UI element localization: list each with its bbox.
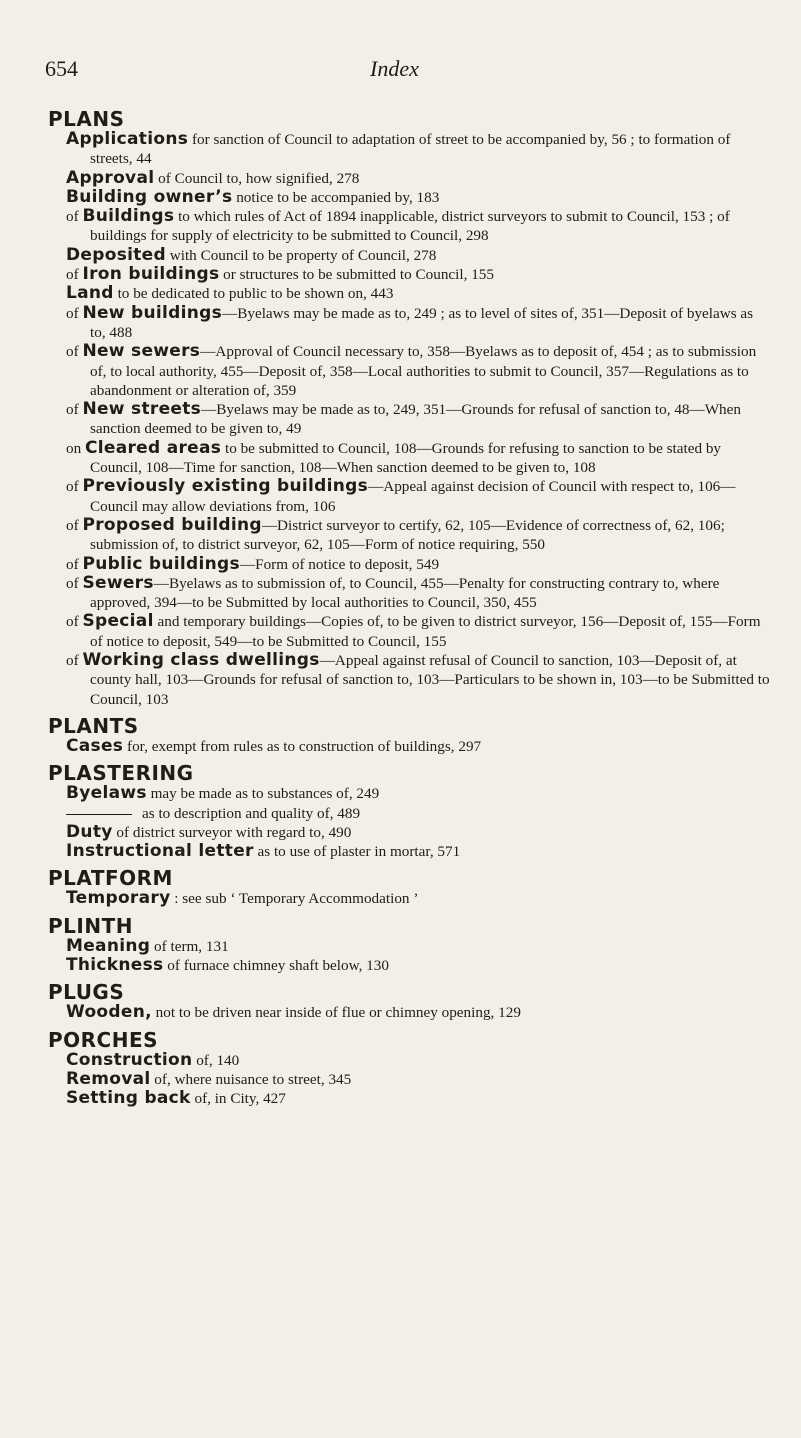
entry-text: of term, 131 [150,937,229,955]
entry-keyword: Wooden, [66,1002,152,1023]
entry-text: —Form of notice to deposit, 549 [239,555,440,573]
index-entry [66,246,770,265]
entry-text: —Byelaws may be made as to, 249, 351—Grounds for refusal of sanction to, 48—When sanction deemed to be given to, 49 [90,401,741,438]
entry-keyword: Deposited [66,244,166,265]
index-heading: PLASTERING [48,761,194,786]
entry-text: notice to be accompanied by, 183 [232,188,440,206]
entry-text: of, in City, 427 [190,1090,286,1108]
index-entry [66,737,770,756]
entry-text: —Appeal against refusal of Council to sanction, 103—Deposit of, at county hall, 103—Grounds for refusal of sanction to, 103—Particulars to be shown in, 103—to be Submitted to Council, 103 [90,652,770,708]
index-entry [66,265,770,284]
entry-keyword: Setting back [66,1088,191,1109]
index-entry [66,1051,770,1070]
index-entry [66,188,770,207]
entry-keyword: Public buildings [82,553,240,574]
entry-text: to be submitted to Council, 108—Grounds for refusing to sanction to be stated by Council, 108—Time for sanction, 108—When sanction deemed to be given to, 108 [90,439,722,477]
entry-text: may be made as to substances of, 249 [146,785,380,803]
index-heading: PORCHES [48,1027,159,1052]
index-entry [66,284,770,303]
entry-keyword: Meaning [66,935,151,956]
index-entry [66,304,770,343]
index-entry [66,130,770,169]
entry-keyword: Instructional letter [66,841,254,862]
entry-keyword: Special [82,611,154,632]
entry-prefix: of [66,516,83,534]
entry-keyword: Construction [66,1049,193,1070]
index-entry [66,477,770,516]
index-heading: PLATFORM [48,866,173,891]
index-entry [66,516,770,555]
entry-prefix: of [66,652,83,670]
index-entry [66,1070,770,1089]
entry-keyword: New buildings [82,302,223,323]
index-entry [66,207,770,246]
entry-prefix: on [66,439,85,457]
index-entry [66,1089,770,1108]
running-title: Index [370,56,419,81]
entry-keyword: Cases [66,735,124,756]
entry-text: of furnace chimney shaft below, 130 [163,956,389,974]
entry-prefix: of [66,574,83,592]
entry-keyword: Buildings [82,206,175,227]
entry-text: —Approval of Council necessary to, 358—Byelaws as to deposit of, 454 ; as to submission of, to local authority, 455—Deposit of, 358—Local authorities to submit to Council, 357—Regulations as to abandonment or alteration of, 359 [90,343,757,399]
ditto-dash [66,814,132,815]
index-entry [66,1003,770,1022]
entry-text: as to description and quality of, 489 [142,804,361,822]
entry-keyword: Building owner’s [66,186,233,207]
entry-text: : see sub ‘ Temporary Accommodation ’ [170,890,419,908]
entry-text: for, exempt from rules as to construction of buildings, 297 [123,737,482,755]
index-entry [66,956,770,975]
entry-keyword: Land [66,283,114,304]
index-entry [66,842,770,861]
entry-prefix: of [66,343,83,361]
entry-text: to which rules of Act of 1894 inapplicable, district surveyors to submit to Council, 153 ; of buildings for supply of electricity to be submitted to Council, 298 [90,208,730,245]
entry-keyword: Sewers [82,572,154,593]
entry-keyword: Proposed building [82,514,262,535]
index-entry [66,612,770,651]
entry-prefix: of [66,555,83,573]
entry-text: —District surveyor to certify, 62, 105—Evidence of correctness of, 62, 106; submission of, to district surveyor, 62, 105—Form of notice requiring, 550 [90,516,725,554]
entry-keyword: Iron buildings [82,264,220,285]
entry-text: —Byelaws as to submission of, to Council, 455—Penalty for constructing contrary to, where approved, 394—to be Submitted by local authorities to Council, 350, 455 [90,574,720,612]
entry-keyword: Byelaws [66,783,147,804]
index-entry [66,804,770,823]
entry-keyword: New sewers [82,341,201,362]
entry-prefix: of [66,613,83,631]
entry-prefix: of [66,478,83,496]
index-entry [66,439,770,478]
index-entry [66,169,770,188]
entry-text: and temporary buildings—Copies of, to be given to district surveyor, 156—Deposit of, 155—Form of notice to deposit, 549—to be Submitted to Council, 155 [90,613,761,650]
entry-prefix: of [66,304,83,322]
entry-keyword: Approval [66,167,155,188]
index-entry [66,937,770,956]
index-entry [66,555,770,574]
entry-keyword: Cleared areas [84,437,222,458]
index-heading: PLANS [48,107,125,131]
index-entry [66,784,770,803]
entry-prefix: of [66,208,83,226]
entry-keyword: Removal [66,1068,151,1089]
index-entry [66,400,770,439]
index-entry [66,342,770,400]
entry-text: as to use of plaster in mortar, 571 [253,843,461,861]
entry-prefix: of [66,401,83,419]
entry-keyword: Applications [66,129,189,149]
entry-text: of district surveyor with regard to, 490 [112,823,352,841]
entry-text: for sanction of Council to adaptation of street to be accompanied by, 56 ; to formation of streets, 44 [90,131,731,168]
index-heading: PLANTS [48,713,139,738]
entry-text: or structures to be submitted to Council, 155 [219,266,494,284]
entry-text: with Council to be property of Council, 278 [165,246,437,264]
index-entry [66,574,770,613]
index-entry [66,823,770,842]
entry-text: of, 140 [192,1051,240,1069]
entry-keyword: Previously existing buildings [82,476,369,497]
entry-keyword: New streets [82,399,202,420]
page-number: 654 [45,56,78,81]
index-heading: PLUGS [48,980,125,1005]
entry-prefix: of [66,266,83,284]
entry-keyword: Temporary [66,888,171,909]
entry-keyword: Working class dwellings [82,650,320,671]
index-entry [66,651,770,709]
entry-text: —Byelaws may be made as to, 249 ; as to level of sites of, 351—Deposit of byelaws as to, 488 [90,304,754,341]
index-entry [66,889,770,908]
entry-keyword: Thickness [66,954,164,975]
entry-text: not to be driven near inside of flue or chimney opening, 129 [151,1004,521,1022]
index-heading: PLINTH [48,913,133,938]
entry-text: of Council to, how signified, 278 [154,169,360,187]
entry-text: to be dedicated to public to be shown on, 443 [113,285,394,303]
entry-text: —Appeal against decision of Council with respect to, 106—Council may allow deviations from, 106 [90,478,736,515]
entry-text: of, where nuisance to street, 345 [150,1070,352,1088]
entry-keyword: Duty [66,821,113,842]
index-content [48,102,770,1108]
